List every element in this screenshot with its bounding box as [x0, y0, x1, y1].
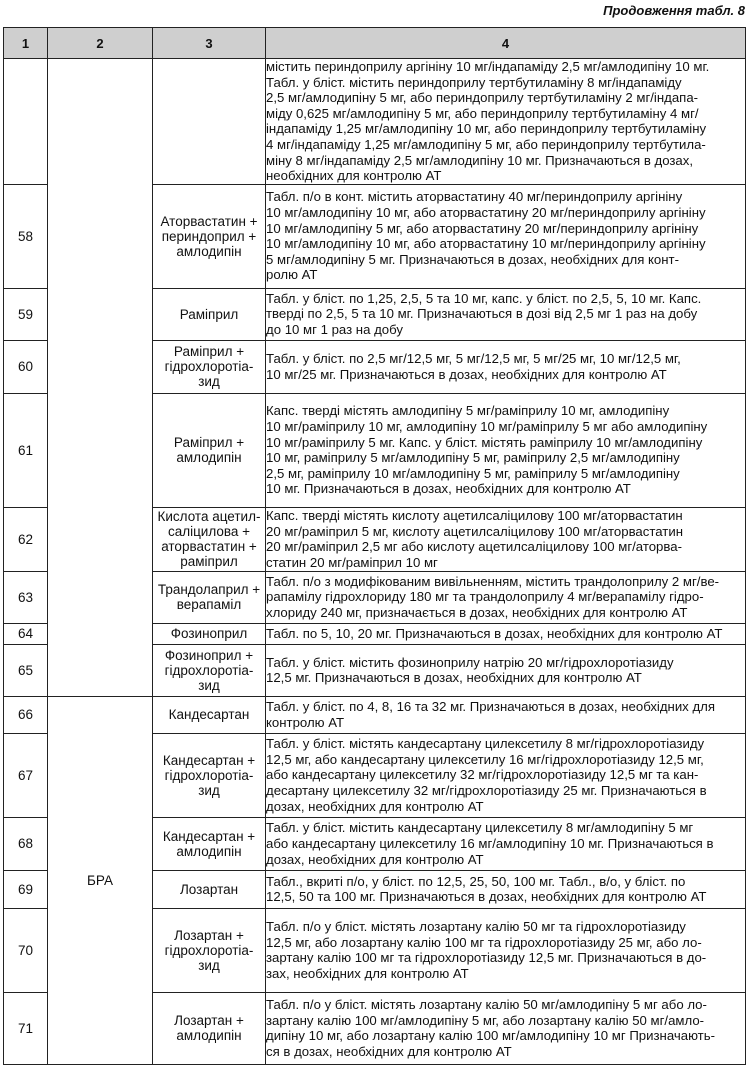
dosage-description	[266, 992, 746, 1064]
description-line-text: зартану калію 100 мг та гідрохлоротіазиду 12,5 мг. Призначаються в до-	[266, 950, 707, 966]
description-line-text: зартану калію 100 мг/амлодипіну 5 мг, або лозартану калію 50 мг/амло-	[266, 1012, 705, 1028]
description-line-text: тверді по 2,5, 5 та 10 мг. Призначаються в дозі від 2,5 мг 1 раз на добу	[266, 306, 698, 322]
description-line-text: 10 мг/амлодипіну 5 мг, або аторвастатину 20 мг/периндоприлу аргініну	[266, 220, 699, 236]
row-number: 64	[4, 623, 48, 644]
description-line	[266, 752, 745, 768]
description-line-text: необхідних для контролю АТ	[266, 168, 442, 184]
description-line-text: 10 мг/амлодипіну 10 мг, або аторвастатину 20 мг/периндоприлу аргініну	[266, 205, 706, 221]
description-line-text: або кандесартану цилексетилу 32 мг/гідрохлоротіазиду 12,5 мг та кан-	[266, 767, 699, 783]
drug-name	[153, 733, 266, 817]
drug-name-line: периндоприл +	[161, 228, 257, 244]
description-line-text: 12,5 мг. Призначаються в дозах, необхідних для контролю АТ	[266, 670, 642, 686]
drug-name	[153, 696, 266, 733]
drug-name	[153, 507, 266, 571]
description-line-text: містить периндоприлу аргініну 10 мг/індапаміду 2,5 мг/амлодипіну 10 мг.	[266, 59, 710, 74]
description-line	[266, 655, 745, 671]
description-line-text: 2,5 мг, раміприлу 10 мг/амлодипіну 5 мг, раміприлу 5 мг/амлодипіну	[266, 465, 680, 481]
drug-name-line: зид	[198, 782, 220, 798]
description-line-text: Табл. у бліст. містить периндоприлу тертбутиламіну 8 мг/індапаміду	[266, 74, 682, 90]
drug-name-line: гідрохлоротіа-	[164, 359, 254, 375]
drug-name-line: Кандесартан +	[162, 828, 256, 844]
row-number: 66	[4, 696, 48, 733]
description-line	[266, 539, 745, 555]
description-line	[266, 106, 745, 122]
drug-name-line: Трандолаприл +	[157, 582, 261, 598]
description-line	[266, 75, 745, 91]
description-line-text: Табл. у бліст. по 1,25, 2,5, 5 та 10 мг, капс. у бліст. по 2,5, 5, 10 мг. Капс.	[266, 290, 702, 306]
drug-name	[153, 340, 266, 393]
description-line	[266, 90, 745, 106]
drug-name	[153, 184, 266, 288]
description-line	[266, 574, 745, 590]
description-line	[266, 950, 745, 966]
description-line	[266, 889, 745, 905]
description-line-text: рапамілу гідрохлориду 180 мг та трандолоприлу 4 мг/верапамілу гідро-	[266, 589, 704, 605]
description-line-text: міну 8 мг/індапаміду 2,5 мг/амлодипіну 10 мг. Призначаються в дозах,	[266, 152, 694, 168]
description-line-text: Капс. тверді містять амлодипіну 5 мг/раміприлу 10 мг, амлодипіну	[266, 403, 670, 419]
description-line-text: 10 мг/раміприлу 10 мг, амлодипіну 10 мг/раміприлу 5 мг або амлодипіну	[266, 419, 708, 435]
column-header-3: 3	[153, 28, 266, 59]
row-number: 70	[4, 908, 48, 992]
column-header-1: 1	[4, 28, 48, 59]
drug-name-line: Кислота ацетил-	[157, 509, 261, 525]
drug-name-line: Лозартан	[179, 881, 239, 897]
description-line	[266, 466, 745, 482]
drug-name-line: Фозиноприл	[170, 626, 248, 642]
description-line	[266, 852, 745, 868]
drug-name	[153, 571, 266, 623]
description-line-text: Табл. у бліст. містять кандесартану цилексетилу 8 мг/гідрохлоротіазиду	[266, 736, 705, 752]
drug-name-line: зид	[198, 374, 220, 390]
drug-name-line: амлодипін	[176, 450, 242, 466]
description-line-text: 20 мг/раміприл 2,5 мг або кислоту ацетилсаліцилову 100 мг/аторва-	[266, 539, 682, 555]
description-line-text: Табл. п/о з модифікованим вивільненням, містить трандолоприлу 2 мг/ве-	[266, 573, 720, 589]
row-number: 68	[4, 817, 48, 870]
drug-name	[153, 644, 266, 696]
drug-name-line: Раміприл +	[173, 435, 245, 451]
description-line-text: Табл. у бліст. по 4, 8, 16 та 32 мг. Призначаються в дозах, необхідних для	[266, 699, 715, 715]
description-line	[266, 919, 745, 935]
table-row	[4, 59, 746, 185]
description-line-text: 10 мг. Призначаються в дозах, необхідних для контролю АТ	[266, 481, 631, 497]
description-line-text: 10 мг/раміприлу 5 мг. Капс. у бліст. містять раміприлу 10 мг/амлодипіну	[266, 434, 703, 450]
drug-name	[153, 992, 266, 1064]
description-line	[266, 221, 745, 237]
dosage-description	[266, 59, 746, 185]
description-line-text: 20 мг/раміприл 5 мг, кислоту ацетилсаліцилову 100 мг/аторвастатин	[266, 523, 683, 539]
dosage-description	[266, 184, 746, 288]
dosage-description	[266, 623, 746, 644]
row-number: 63	[4, 571, 48, 623]
description-line	[266, 736, 745, 752]
drug-table	[3, 27, 746, 1065]
table-row	[4, 696, 746, 733]
description-line	[266, 1044, 745, 1060]
description-line-text: 12,5, 50 та 100 мг. Призначаються в дозах, необхідних для контролю АТ	[266, 889, 707, 905]
dosage-description	[266, 696, 746, 733]
drug-name-line: раміприл	[180, 554, 238, 570]
description-line	[266, 605, 745, 621]
drug-name	[153, 623, 266, 644]
drug-name-line: Аторвастатин +	[160, 213, 258, 229]
dosage-description	[266, 644, 746, 696]
description-line	[266, 670, 745, 686]
row-number: 62	[4, 507, 48, 571]
dosage-description	[266, 908, 746, 992]
description-line	[266, 481, 745, 497]
column-header-2: 2	[48, 28, 153, 59]
drug-name-line: Фозиноприл +	[164, 647, 254, 663]
drug-name-line: Раміприл +	[173, 344, 245, 360]
column-header-4: 4	[266, 28, 746, 59]
description-line-text: Капс. тверді містять кислоту ацетилсаліцилову 100 мг/аторвастатин	[266, 508, 683, 524]
description-line-text: 10 мг, раміприлу 5 мг/амлодипіну 5 мг, раміприлу 2,5 мг/амлодипіну	[266, 450, 680, 466]
description-line	[266, 351, 745, 367]
description-line	[266, 153, 745, 169]
dosage-description	[266, 571, 746, 623]
description-line	[266, 508, 745, 524]
drug-name-line: гідрохлоротіа-	[164, 942, 254, 958]
dosage-description	[266, 870, 746, 908]
description-line-text: ролю АТ	[266, 267, 318, 283]
description-line	[266, 715, 745, 731]
dosage-description	[266, 340, 746, 393]
drug-name-line: верапаміл	[176, 597, 242, 613]
drug-name	[153, 59, 266, 185]
description-line-text: 2,5 мг/амлодипіну 5 мг, або периндоприлу тертбутиламіну 2 мг/індапа-	[266, 90, 699, 106]
drug-name-line: Кандесартан +	[162, 752, 256, 768]
description-line	[266, 137, 745, 153]
description-line-text: хлориду 240 мг, призначається в дозах, необхідних для контролю АТ	[266, 605, 688, 621]
description-line-text: 10 мг/25 мг. Призначаються в дозах, необхідних для контролю АТ	[266, 366, 667, 382]
drug-group: БРА	[48, 696, 153, 1064]
description-line	[266, 997, 745, 1013]
dosage-description	[266, 817, 746, 870]
description-line-text: Табл. п/о у бліст. містять лозартану калію 50 мг/амлодипіну 5 мг або ло-	[266, 997, 707, 1013]
description-line-text: дозах, необхідних для контролю АТ	[266, 798, 484, 814]
description-line-text: індапаміду 1,25 мг/амлодипіну 10 мг, або периндоприлу тертбутиламіну	[266, 121, 707, 137]
dosage-description	[266, 393, 746, 507]
description-line	[266, 59, 745, 75]
description-line	[266, 524, 745, 540]
description-line	[266, 168, 745, 184]
description-line	[266, 306, 745, 322]
row-number: 69	[4, 870, 48, 908]
dosage-description	[266, 507, 746, 571]
drug-group	[48, 59, 153, 697]
description-line-text: Табл. у бліст. містить фозиноприлу натрію 20 мг/гідрохлоротіазиду	[266, 654, 674, 670]
description-line	[266, 799, 745, 815]
description-line	[266, 121, 745, 137]
description-line	[266, 1028, 745, 1044]
description-line	[266, 1013, 745, 1029]
row-number: 59	[4, 288, 48, 340]
description-line	[266, 589, 745, 605]
description-line-text: дозах, необхідних для контролю АТ	[266, 851, 484, 867]
drug-name-line: Лозартан +	[174, 927, 244, 943]
description-line-text: 12,5 мг, або лозартану калію 100 мг та гідрохлоротіазиду 25 мг, або ло-	[266, 934, 702, 950]
drug-name	[153, 393, 266, 507]
drug-name-line: зид	[198, 957, 220, 973]
description-line-text: зах, необхідних для контролю АТ	[266, 965, 469, 981]
drug-name-line: зид	[198, 677, 220, 693]
drug-name-line: амлодипін	[176, 1028, 242, 1044]
description-line-text: 4 мг/індапаміду 1,25 мг/амлодипіну 5 мг, або периндоприлу тертбутила-	[266, 136, 706, 152]
table-continuation-caption: Продовження табл. 8	[603, 3, 745, 18]
description-line-text: ся в дозах, необхідних для контролю АТ	[266, 1043, 512, 1059]
description-line	[266, 820, 745, 836]
drug-name	[153, 870, 266, 908]
description-line	[266, 767, 745, 783]
description-line	[266, 783, 745, 799]
description-line	[266, 935, 745, 951]
description-line	[266, 966, 745, 982]
description-line-text: Табл. у бліст. містить кандесартану цилексетилу 8 мг/амлодипіну 5 мг	[266, 820, 694, 836]
drug-name-line: амлодипін	[176, 843, 242, 859]
drug-name-line: Кандесартан	[168, 707, 250, 723]
dosage-description	[266, 733, 746, 817]
description-line-text: 10 мг/амлодипіну 10 мг, або аторвастатину 10 мг/периндоприлу аргініну	[266, 236, 706, 252]
description-line	[266, 236, 745, 252]
description-line	[266, 322, 745, 338]
description-line-text: статин 20 мг/раміприл 10 мг	[266, 554, 438, 570]
drug-name-line: аторвастатин +	[161, 539, 257, 555]
description-line	[266, 435, 745, 451]
description-line-text: Табл. у бліст. по 2,5 мг/12,5 мг, 5 мг/12,5 мг, 5 мг/25 мг, 10 мг/12,5 мг,	[266, 351, 681, 367]
drug-name-line: гідрохлоротіа-	[164, 662, 254, 678]
drug-name-line: гідрохлоротіа-	[164, 767, 254, 783]
description-line	[266, 205, 745, 221]
description-line-text: Табл. п/о в конт. містить аторвастатину 40 мг/периндоприлу аргініну	[266, 189, 683, 205]
description-line	[266, 874, 745, 890]
drug-name	[153, 908, 266, 992]
drug-name	[153, 817, 266, 870]
description-line	[266, 555, 745, 571]
row-number: 61	[4, 393, 48, 507]
description-line	[266, 267, 745, 283]
description-line	[266, 419, 745, 435]
description-line-text: міду 0,625 мг/амлодипіну 5 мг, або периндоприлу тертбутиламіну 4 мг/	[266, 105, 699, 121]
description-line-text: десартану цилексетилу 32 мг/гідрохлоротіазиду 25 мг. Призначаються в	[266, 783, 707, 799]
description-line	[266, 403, 745, 419]
description-line-text: до 10 мг 1 раз на добу	[266, 322, 403, 338]
row-number: 60	[4, 340, 48, 393]
table-header-row	[4, 28, 746, 59]
description-line	[266, 626, 745, 642]
description-line	[266, 367, 745, 383]
description-line-text: Табл., вкриті п/о, у бліст. по 12,5, 25, 50, 100 мг. Табл., в/о, у бліст. по	[266, 873, 686, 889]
description-line	[266, 252, 745, 268]
description-line-text: 12,5 мг, або кандесартану цилексетилу 16 мг/гідрохлоротіазиду 12,5 мг,	[266, 751, 704, 767]
description-line	[266, 699, 745, 715]
description-line	[266, 291, 745, 307]
description-line-text: 5 мг/амлодипіну 5 мг. Призначаються в дозах, необхідних для конт-	[266, 251, 679, 267]
description-line	[266, 450, 745, 466]
description-line-text: Табл. п/о у бліст. містять лозартану калію 50 мг та гідрохлоротіазиду	[266, 919, 686, 935]
description-line-text: дипіну 10 мг, або лозартану калію 100 мг/амлодипіну 10 мг Призначають-	[266, 1028, 715, 1044]
description-line-text: Табл. по 5, 10, 20 мг. Призначаються в дозах, необхідних для контролю АТ	[266, 625, 723, 641]
drug-name-line: Лозартан +	[174, 1013, 244, 1029]
description-line	[266, 836, 745, 852]
row-number: 67	[4, 733, 48, 817]
drug-name	[153, 288, 266, 340]
description-line	[266, 189, 745, 205]
drug-name-line: амлодипін	[176, 243, 242, 259]
description-line-text: контролю АТ	[266, 714, 345, 730]
drug-name-line: Раміприл	[179, 306, 239, 322]
dosage-description	[266, 288, 746, 340]
row-number	[4, 59, 48, 185]
row-number: 58	[4, 184, 48, 288]
drug-name-line: саліцилова +	[167, 524, 251, 540]
table-body	[4, 59, 746, 1065]
row-number: 65	[4, 644, 48, 696]
description-line-text: або кандесартану цилексетилу 16 мг/амлодипіну 10 мг. Призначаються в	[266, 835, 714, 851]
row-number: 71	[4, 992, 48, 1064]
